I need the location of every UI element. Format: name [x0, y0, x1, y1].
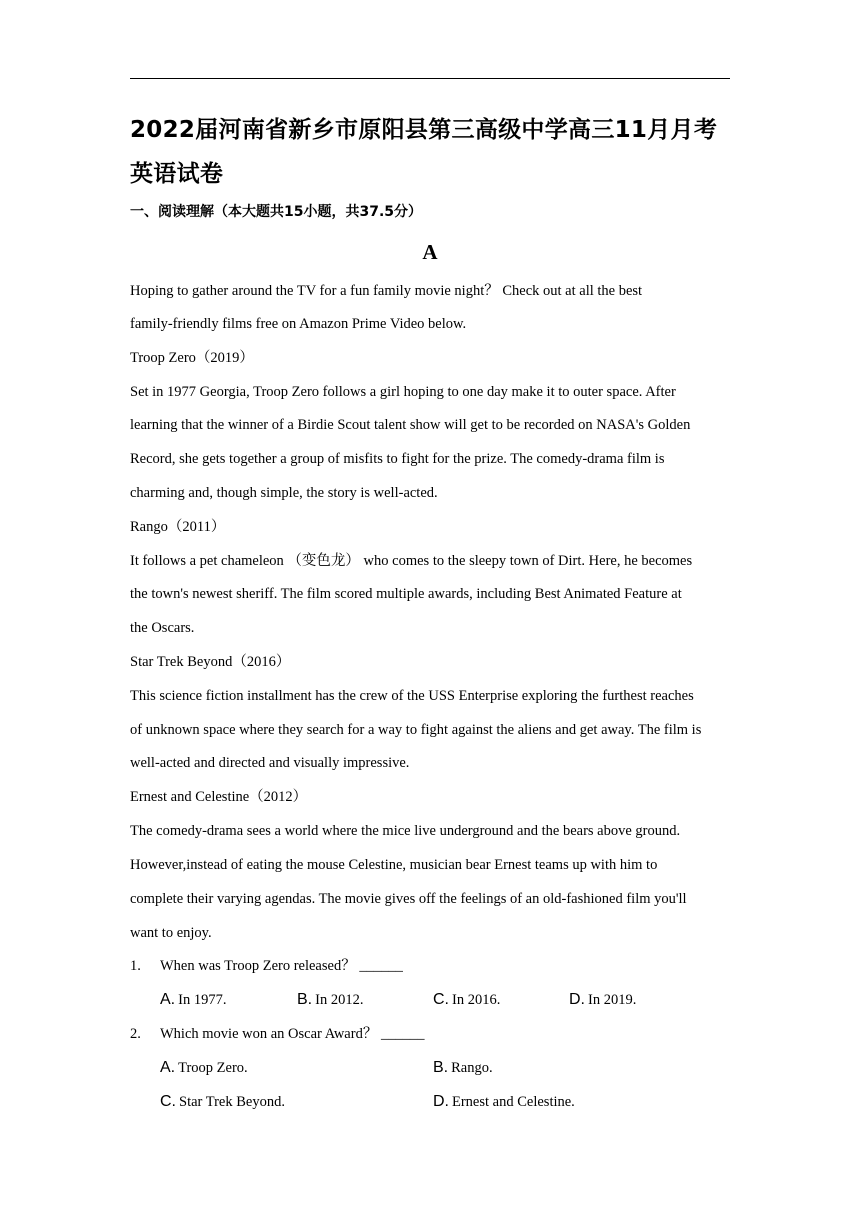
option-letter: C. [433, 991, 449, 1008]
passage-line: complete their varying agendas. The movie gives off the feelings of an old-fashioned film you'll [130, 891, 687, 907]
option-a[interactable] [160, 1058, 248, 1078]
option-text: Rango. [451, 1060, 493, 1076]
passage-line: It follows a pet chameleon （变色龙） who comes to the sleepy town of Dirt. Here, he becomes [130, 553, 693, 569]
passage-line: want to enjoy. [130, 925, 212, 941]
option-text: In 1977. [178, 992, 227, 1008]
option-letter: C. [160, 1093, 176, 1110]
question-text: When was Troop Zero released？ ______ [160, 958, 403, 974]
option-c[interactable] [160, 1092, 285, 1112]
passage-line: Record, she gets together a group of misfits to fight for the prize. The comedy-drama film is [130, 451, 665, 467]
option-text: In 2019. [588, 992, 637, 1008]
passage-line: This science fiction installment has the crew of the USS Enterprise exploring the furthest reaches [130, 688, 694, 704]
passage-line: Hoping to gather around the TV for a fun family movie night？ Check out at all the best [130, 283, 643, 299]
passage-line: family-friendly films free on Amazon Prime Video below. [130, 316, 467, 332]
question-number: 1. [130, 958, 141, 974]
passage-line: However,instead of eating the mouse Celestine, musician bear Ernest teams up with him to [130, 857, 658, 873]
movie-heading: Rango（2011） [130, 519, 226, 535]
question-text: Which movie won an Oscar Award？ ______ [160, 1026, 425, 1042]
movie-heading: Troop Zero（2019） [130, 350, 254, 366]
option-d[interactable] [569, 990, 636, 1010]
option-letter: D. [569, 991, 585, 1008]
passage-line: learning that the winner of a Birdie Scout talent show will get to be recorded on NASA's Golden [130, 417, 691, 433]
passage-line: the town's newest sheriff. The film scored multiple awards, including Best Animated Feature at [130, 586, 682, 602]
option-letter: A. [160, 991, 176, 1008]
passage-line: charming and, though simple, the story is well-acted. [130, 485, 438, 501]
option-text: In 2012. [315, 992, 364, 1008]
option-letter: B. [433, 1059, 449, 1076]
option-text: Troop Zero. [178, 1060, 248, 1076]
header-rule [130, 78, 730, 79]
movie-heading: Star Trek Beyond（2016） [130, 654, 291, 670]
question-number: 2. [130, 1026, 141, 1042]
passage-line: of unknown space where they search for a way to fight against the aliens and get away. The film is [130, 722, 702, 738]
passage-line: the Oscars. [130, 620, 195, 636]
option-text: Ernest and Celestine. [452, 1094, 575, 1110]
passage-line: Set in 1977 Georgia, Troop Zero follows a girl hoping to one day make it to outer space. After [130, 384, 676, 400]
option-letter: B. [297, 991, 313, 1008]
option-c[interactable] [433, 990, 500, 1010]
option-d[interactable] [433, 1092, 575, 1112]
exam-title: 2022届河南省新乡市原阳县第三高级中学高三11月月考英语试卷 [130, 117, 718, 187]
option-b[interactable] [433, 1058, 493, 1078]
option-b[interactable] [297, 990, 363, 1010]
movie-heading: Ernest and Celestine（2012） [130, 789, 308, 805]
option-text: Star Trek Beyond. [179, 1094, 285, 1110]
option-a[interactable] [160, 990, 226, 1010]
passage-line: well-acted and directed and visually impressive. [130, 755, 410, 771]
option-letter: D. [433, 1093, 449, 1110]
passage-line: The comedy-drama sees a world where the mice live underground and the bears above ground. [130, 823, 681, 839]
option-text: In 2016. [452, 992, 501, 1008]
section-heading: 一、阅读理解（本大题共15小题，共37.5分） [130, 204, 423, 220]
option-letter: A. [160, 1059, 176, 1076]
passage-label: A [422, 240, 438, 264]
